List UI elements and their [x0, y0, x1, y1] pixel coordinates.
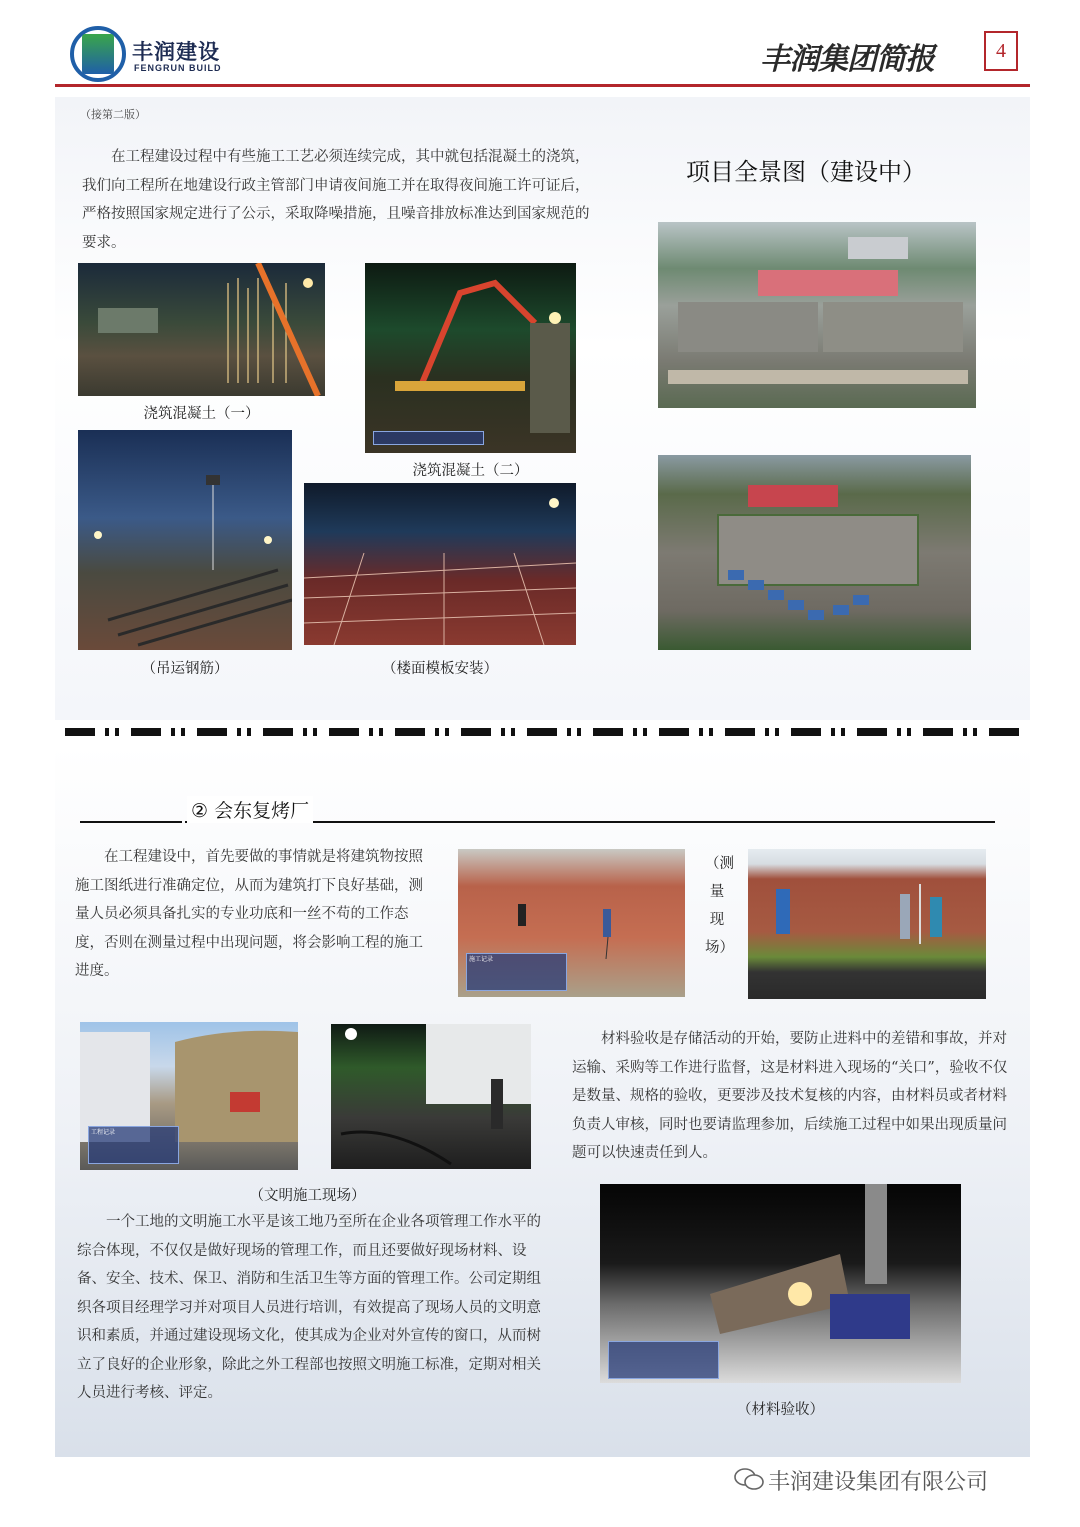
- photo-concrete-pour-1: [78, 263, 325, 396]
- caption-formwork: （楼面模板安装）: [382, 661, 498, 677]
- photo-civil-site-1: [80, 1022, 298, 1170]
- title-rule-left: [80, 821, 182, 823]
- continued-note: （接第二版）: [80, 108, 146, 121]
- photo-floor-formwork: [304, 483, 576, 645]
- section-title: ② 会东复烤厂: [187, 796, 313, 823]
- caption-pour-2: 浇筑混凝土（二）: [412, 463, 529, 479]
- footer-company: 丰润建设集团有限公司: [768, 1470, 989, 1495]
- survey-paragraph: 在工程建设中，首先要做的事情就是将建筑物按照施工图纸进行准确定位，从而为建筑打下良好基础，测量人员必须具备扎实的专业功底和一丝不苟的工作态度，否则在测量过程中出现问题，将会影响工程的施工进度。: [75, 849, 423, 979]
- civil-overlay-title: 工程记录: [91, 1129, 116, 1136]
- wechat-icon: [734, 1466, 764, 1496]
- logo-name: 丰润建设: [132, 40, 220, 64]
- newsletter-masthead: 丰润集团简报: [760, 42, 934, 77]
- material-paragraph: 材料验收是存储活动的开始，要防止进料中的差错和事故，并对运输、采购等工作进行监督，这是材料进入现场的“关口”，验收不仅是数量、规格的验收，更要涉及技术复核的内容，由材料员或者材料负责人审核，同时也要请监理参加，后续施工过程中如果出现质量问题可以快速责任到人。: [572, 1031, 1008, 1161]
- photo-material-inspection: [600, 1184, 961, 1383]
- panorama-title: 项目全景图（建设中）: [686, 158, 926, 186]
- logo-english: FENGRUN BUILD: [134, 63, 222, 73]
- section-divider: [65, 728, 1025, 736]
- photo-survey-2: [748, 849, 986, 999]
- caption-civil-site: （文明施工现场）: [249, 1188, 366, 1204]
- logo-building-icon: [82, 34, 114, 74]
- civil-paragraph: 一个工地的文明施工水平是该工地乃至所在企业各项管理工作水平的综合体现，不仅仅是做好现场的管理工作，而且还要做好现场材料、设备、安全、技术、保卫、消防和生活卫生等方面的管理工作。公司定期组织各项目经理学习并对项目人员进行培训，有效提高了现场人员的文明意识和素质，并通过建设现场文化，使其成为企业对外宣传的窗口，从而树立了良好的企业形象，除此之外工程部也按照文明施工标准，定期对相关人员进行考核、评定。: [77, 1214, 541, 1401]
- photo-civil-site-2: [331, 1024, 531, 1169]
- photo-rebar-lifting: [78, 430, 292, 650]
- caption-survey: （测量现场）: [705, 856, 734, 956]
- header-rule: [55, 84, 1030, 87]
- photo-panorama-1: [658, 222, 976, 408]
- page-number: 4: [984, 31, 1018, 71]
- photo-panorama-2: [658, 455, 971, 650]
- caption-material: （材料验收）: [737, 1402, 824, 1418]
- photo-concrete-pour-2: [365, 263, 576, 453]
- caption-rebar: （吊运钢筋）: [141, 661, 229, 677]
- survey-overlay-title: 施工记录: [469, 956, 494, 963]
- photo-survey-1: [458, 849, 685, 997]
- night-work-paragraph: 在工程建设过程中有些施工工艺必须连续完成，其中就包括混凝土的浇筑，我们向工程所在地建设行政主管部门申请夜间施工并在取得夜间施工许可证后，严格按照国家规定进行了公示，采取降噪措施，且噪音排放标准达到国家规范的要求。: [82, 149, 590, 251]
- caption-pour-1: 浇筑混凝土（一）: [143, 406, 260, 422]
